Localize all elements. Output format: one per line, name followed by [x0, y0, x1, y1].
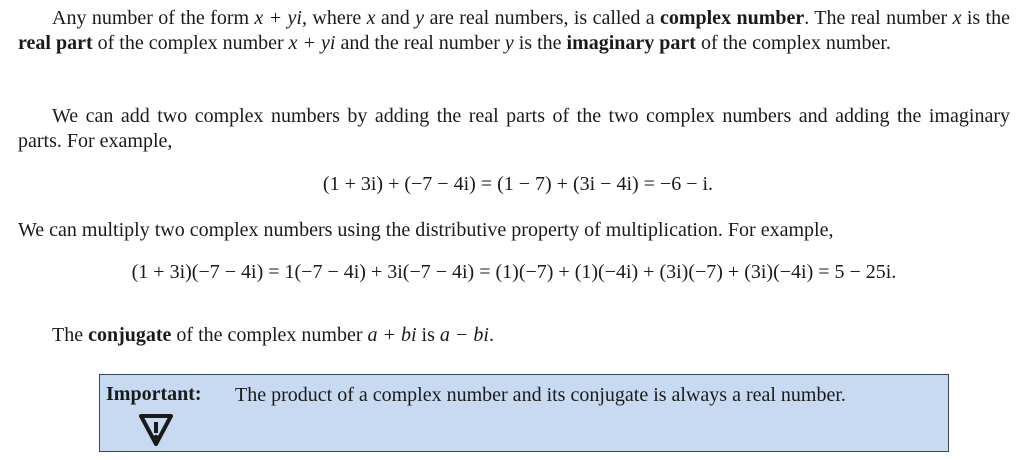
important-text: The product of a complex number and its conjugate is always a real number. — [235, 384, 846, 406]
conjugate-paragraph — [18, 323, 1010, 348]
warning-icon — [137, 411, 175, 449]
math-expression: a + bi — [367, 324, 417, 346]
text-run: . — [488, 324, 494, 346]
term-real-part: real part — [18, 32, 93, 54]
math-expression: x + yi — [254, 7, 302, 29]
text-run: , where — [302, 7, 367, 29]
term-complex-number: complex number — [659, 7, 805, 29]
multiplication-paragraph: We can multiply two complex numbers using the distributive property of multiplication. For example, — [18, 219, 834, 241]
math-variable: x — [366, 7, 376, 29]
multiplication-equation: (1 + 3i)(−7 − 4i) = 1(−7 − 4i) + 3i(−7 − 4i) = (1)(−7) + (1)(−4i) + (3i)(−7) + (3i)(−4i) = 5 − 25i. — [131, 261, 897, 283]
text-run: and the real number — [335, 32, 505, 54]
text-run: is the — [513, 32, 567, 54]
addition-equation: (1 + 3i) + (−7 − 4i) = (1 − 7) + (3i − 4i) = −6 − i. — [322, 173, 714, 195]
text-run: is — [416, 324, 440, 346]
math-variable: x — [952, 7, 962, 29]
text-run: of the complex number — [171, 324, 368, 346]
math-expression: a − bi — [439, 324, 489, 346]
addition-paragraph: We can add two complex numbers by adding the real parts of the two complex numbers and adding the imaginary parts. For example, — [18, 105, 1010, 152]
text-run: Any number of the form — [52, 7, 255, 29]
definition-paragraph — [18, 6, 1010, 56]
text-run: are real numbers, is called a — [424, 7, 660, 29]
important-callout — [99, 374, 949, 452]
text-run: is the — [961, 7, 1010, 29]
math-variable: y — [504, 32, 514, 54]
text-run: of the complex number — [92, 32, 289, 54]
text-run: The — [52, 324, 89, 346]
math-expression: x + yi — [288, 32, 336, 54]
text-run: . The real number — [804, 7, 953, 29]
important-label: Important: — [106, 383, 202, 405]
math-variable: y — [415, 7, 425, 29]
term-conjugate: conjugate — [88, 324, 172, 346]
text-run: of the complex number. — [695, 32, 891, 54]
text-run: and — [375, 7, 416, 29]
term-imaginary-part: imaginary part — [566, 32, 696, 54]
